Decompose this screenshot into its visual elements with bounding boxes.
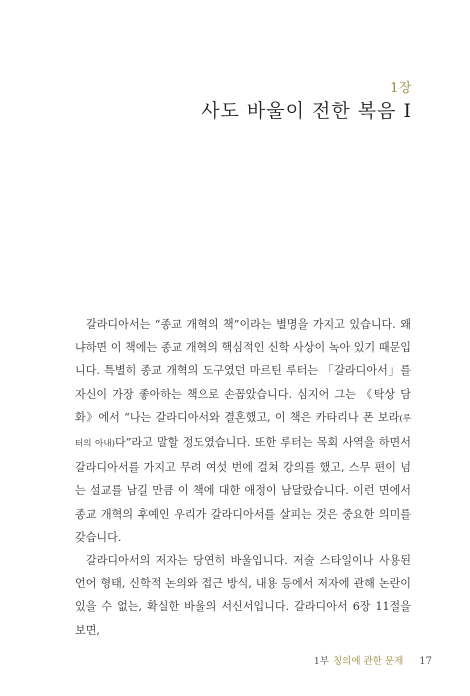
page-footer	[314, 653, 432, 667]
chapter-label: 1장	[390, 81, 412, 96]
paragraph-1-text-a: 갈라디아서는 “종교 개혁의 책”이라는 별명을 가지고 있습니다. 왜냐하면 이 책에는 종교 개혁의 핵심적인 신학 사상이 녹아 있기 때문입니다. 특별히 종교 개혁의 도구였던 마르틴 루터는 「갈라디아서」를 자신이 가장 좋아하는 책으로 손꼽았습니다. 심지어 그는 《탁상 담화》에서 “나는 갈라디아서와 결혼했고, 이 책은 카타리나 폰 보라	[75, 318, 411, 424]
paragraph-1-text-b: 다”라고 말할 정도였습니다. 또한 루터는 목회 사역을 하면서 갈라디아서를 가지고 무려 여섯 번에 걸쳐 강의를 했고, 스무 편이 넘는 설교를 남길 만큼 이 책에 대한 애정이 남달랐습니다. 이런 면에서 종교 개혁의 후예인 우리가 갈라디아서를 살피는 것은 중요한 의미를 갖습니다.	[75, 436, 411, 544]
paragraph-1-note: (루터의 아내)	[75, 413, 411, 450]
footer-section-title: 칭의에 관한 문제	[332, 656, 404, 667]
paragraph-2: 갈라디아서의 저자는 당연히 바울입니다. 저술 스타일이나 사용된 언어 형태, 신학적 논의와 접근 방식, 내용 등에서 저자에 관해 논란이 있을 수 없는, 확실한 바울의 서신서입니다. 갈라디아서 6장 11절을 보면,	[75, 554, 411, 637]
chapter-title: 사도 바울이 전한 복음 Ⅰ	[201, 100, 412, 122]
paragraph-1	[75, 313, 411, 549]
footer-part: 1부	[313, 656, 329, 667]
body-text	[75, 313, 411, 642]
page-number: 17	[419, 656, 432, 667]
